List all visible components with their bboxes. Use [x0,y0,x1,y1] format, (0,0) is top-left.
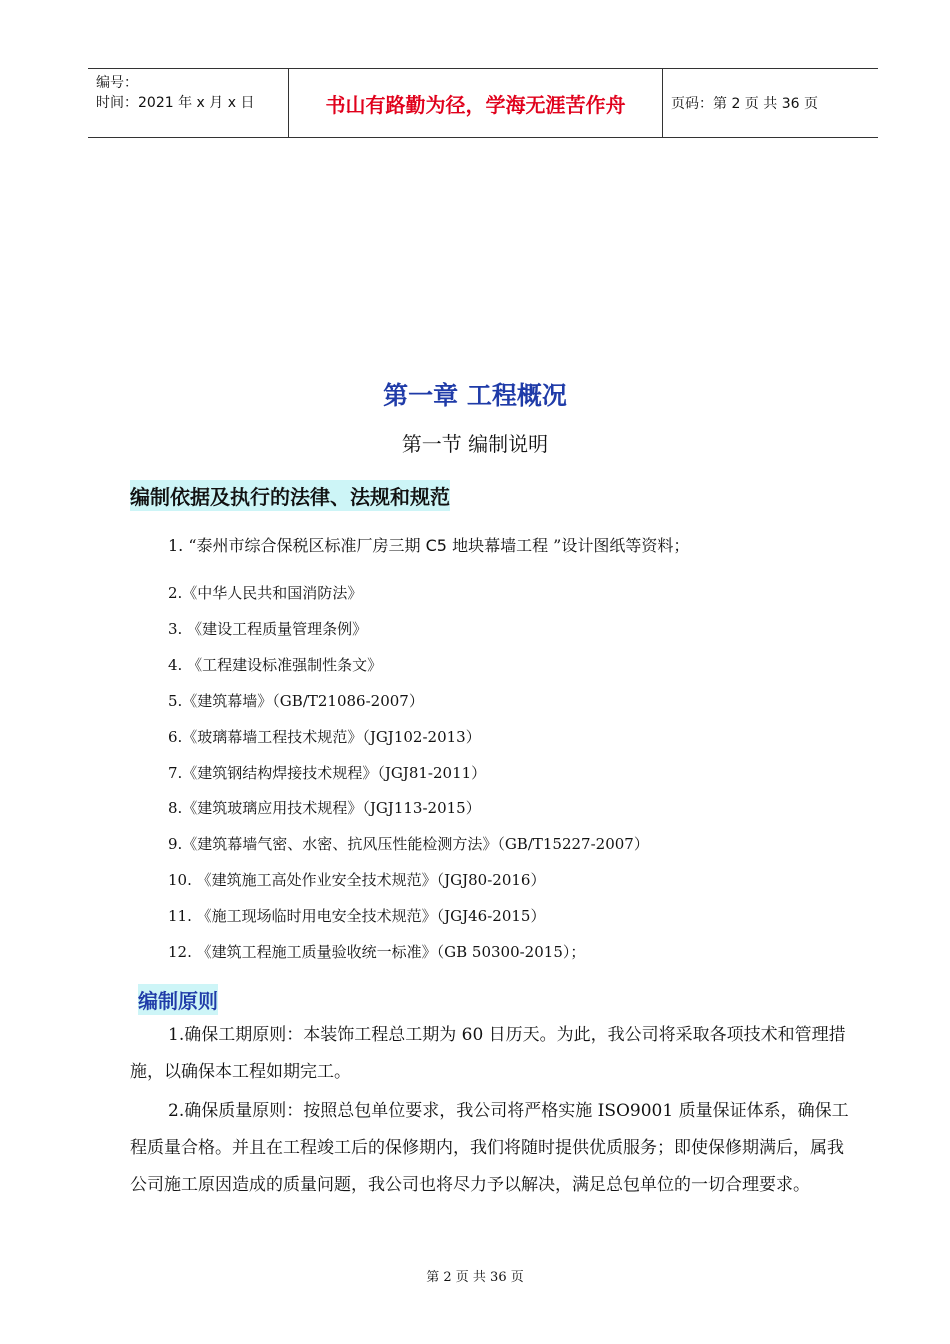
list-item: 3. 《建设工程质量管理条例》 [168,620,368,638]
number-label: 编号： [96,75,138,91]
heading-principles: 编制原则 [138,984,218,1015]
page-header [88,68,878,138]
header-page-info: 页码：第 2 页 共 36 页 [671,96,818,112]
list-item: 8.《建筑玻璃应用技术规程》（JGJ113-2015） [168,799,481,817]
list-item: 4. 《工程建设标准强制性条文》 [168,656,383,674]
header-motto: 书山有路勤为径，学海无涯苦作舟 [289,69,663,137]
list-item-1 [168,533,689,556]
item-1-project-name: 泰州市综合保税区标准厂房三期 C5 地块幕墙工程 [196,536,554,555]
heading-basis: 编制依据及执行的法律、法规和规范 [130,480,450,511]
paragraph-quality-principle: 2.确保质量原则：按照总包单位要求，我公司将严格实施 ISO9001 质量保证体系，确保工程质量合格。并且在工程竣工后的保修期内，我们将随时提供优质服务；即使保修期满后，属我公司施工原因造成的质量问题，我公司也将尽力予以解决，满足总包单位的一切合理要求。 [130,1101,849,1195]
section-title: 第一节 编制说明 [401,432,549,456]
item-1-quote-close: ” [553,536,562,555]
list-item: 2.《中华人民共和国消防法》 [168,584,363,602]
chapter-title: 第一章 工程概况 [383,381,567,410]
list-item: 5.《建筑幕墙》（GB/T21086-2007） [168,692,424,710]
header-meta [88,69,289,137]
list-item: 9.《建筑幕墙气密、水密、抗风压性能检测方法》（GB/T15227-2007） [168,835,649,853]
item-1-tail: 设计图纸等资料； [561,536,690,555]
list-item: 10. 《建筑施工高处作业安全技术规范》（JGJ80-2016） [168,871,546,889]
page-footer: 第 2 页 共 36 页 [426,1270,524,1285]
list-item: 11. 《施工现场临时用电安全技术规范》（JGJ46-2015） [168,907,546,925]
list-item: 6.《玻璃幕墙工程技术规范》（JGJ102-2013） [168,728,481,746]
list-item: 12. 《建筑工程施工质量验收统一标准》（GB 50300-2015）； [168,943,586,961]
paragraph-schedule-principle: 1.确保工期原则：本装饰工程总工期为 60 日历天。为此，我公司将采取各项技术和管理措施，以确保本工程如期完工。 [130,1025,846,1082]
item-1-number: 1. [168,536,189,555]
item-1-quote-open: “ [188,536,197,555]
time-label: 时间：2021 年 x 月 x 日 [96,95,255,111]
list-item: 7.《建筑钢结构焊接技术规程》（JGJ81-2011） [168,764,487,782]
